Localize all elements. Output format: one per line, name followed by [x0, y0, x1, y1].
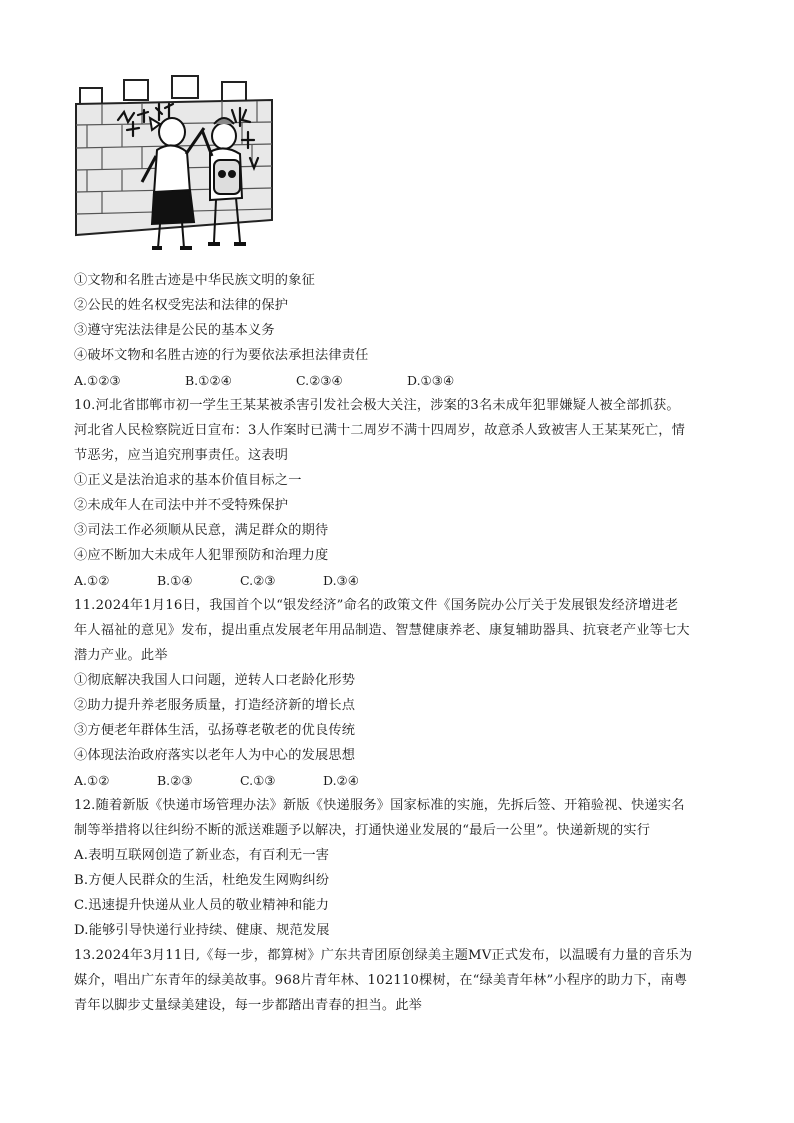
q10-statement-2: ②未成年人在司法中并不受特殊保护 [74, 498, 289, 513]
q12-choice-d[interactable]: D.能够引导快递行业持续、健康、规范发展 [74, 923, 330, 938]
q13-stem-line-3: 青年以脚步丈量绿美建设，每一步都踏出青春的担当。此举 [74, 998, 423, 1013]
q10-stem-line-2: 河北省人民检察院近日宣布：3人作案时已满十二周岁不满十四周岁，故意杀人致被害人王某某死亡，情 [74, 423, 686, 438]
q9-statement-4: ④破坏文物和名胜古迹的行为要依法承担法律责任 [74, 348, 369, 363]
q10-stem-line-3: 节恶劣，应当追究刑事责任。这表明 [74, 448, 289, 463]
q11-statement-3: ③方便老年群体生活，弘扬尊老敬老的优良传统 [74, 723, 356, 738]
q11-option-d[interactable]: D.②④ [323, 773, 359, 788]
q12-choice-b[interactable]: B.方便人民群众的生活，杜绝发生网购纠纷 [74, 873, 330, 888]
q11-option-c[interactable]: C.①③ [240, 773, 276, 788]
q11-statement-1: ①彻底解决我国人口问题，逆转人口老龄化形势 [74, 673, 356, 688]
q11-stem-line-1: 11.2024年1月16日，我国首个以“银发经济”命名的政策文件《国务院办公厅关于发展银发经济增进老 [74, 598, 679, 613]
q11-statement-4: ④体现法治政府落实以老年人为中心的发展思想 [74, 748, 356, 763]
q12-stem-line-2: 制等举措将以往纠纷不断的派送难题予以解决，打通快递业发展的“最后一公里”。快递新规的实行 [74, 823, 651, 838]
q12-stem-line-1: 12.随着新版《快递市场管理办法》新版《快递服务》国家标准的实施，先拆后签、开箱验视、快递实名 [74, 798, 685, 813]
q9-options [74, 372, 454, 390]
q10-options [74, 572, 359, 590]
q9-option-a[interactable]: A.①②③ [74, 373, 121, 388]
q11-option-b[interactable]: B.②③ [157, 773, 193, 788]
q12-choice-a[interactable]: A.表明互联网创造了新业态，有百利无一害 [74, 848, 330, 863]
q9-statement-1: ①文物和名胜古迹是中华民族文明的象征 [74, 273, 315, 288]
q10-option-b[interactable]: B.①④ [157, 573, 193, 588]
q11-statement-2: ②助力提升养老服务质量，打造经济新的增长点 [74, 698, 356, 713]
q11-option-a[interactable]: A.①② [74, 773, 110, 788]
q12-choice-c[interactable]: C.迅速提升快递从业人员的敬业精神和能力 [74, 898, 330, 913]
q10-statement-3: ③司法工作必须顺从民意，满足群众的期待 [74, 523, 329, 538]
q13-stem-line-1: 13.2024年3月11日,《每一步，都算树》广东共青团原创绿美主题MV正式发布，以温暖有力量的音乐为 [74, 948, 693, 963]
q10-stem-line-1: 10.河北省邯郸市初一学生王某某被杀害引发社会极大关注，涉案的3名未成年犯罪嫌疑人被全部抓获。 [74, 398, 680, 413]
graffiti-cartoon [72, 70, 277, 260]
q11-stem-line-2: 年人福祉的意见》发布，提出重点发展老年用品制造、智慧健康养老、康复辅助器具、抗衰老产业等七大 [74, 623, 690, 638]
q11-options [74, 772, 359, 790]
q11-stem-line-3: 潜力产业。此举 [74, 648, 168, 663]
q9-option-b[interactable]: B.①②④ [185, 373, 232, 388]
q9-option-c[interactable]: C.②③④ [296, 373, 343, 388]
q13-stem-line-2: 媒介，唱出广东青年的绿美故事。968片青年林、102110棵树，在“绿美青年林”小程序的助力下，南粤 [74, 973, 688, 988]
q10-option-d[interactable]: D.③④ [323, 573, 359, 588]
q9-statement-3: ③遵守宪法法律是公民的基本义务 [74, 323, 275, 338]
q10-statement-4: ④应不断加大未成年人犯罪预防和治理力度 [74, 548, 329, 563]
q9-option-d[interactable]: D.①③④ [407, 373, 455, 388]
q10-option-c[interactable]: C.②③ [240, 573, 276, 588]
q10-option-a[interactable]: A.①② [74, 573, 110, 588]
q10-statement-1: ①正义是法治追求的基本价值目标之一 [74, 473, 302, 488]
q9-statement-2: ②公民的姓名权受宪法和法律的保护 [74, 298, 289, 313]
